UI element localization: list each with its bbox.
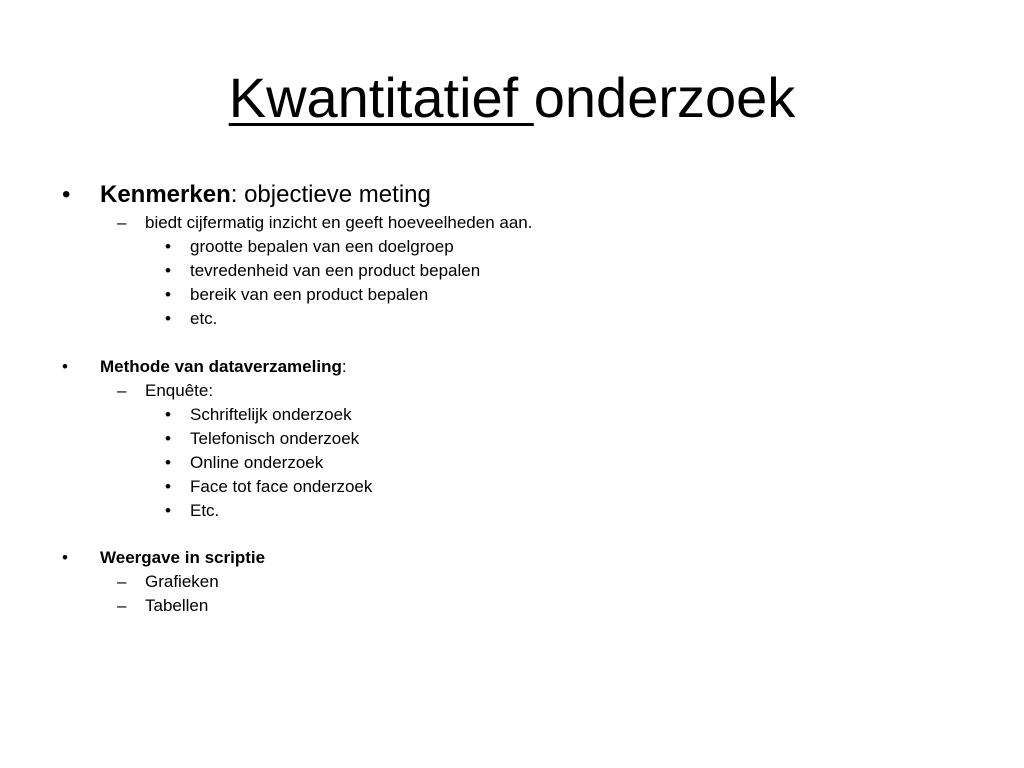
bullet-marker: •	[165, 453, 171, 472]
bullet-marker: •	[165, 429, 171, 448]
bullet-marker: •	[165, 237, 171, 256]
list-item: Telefonisch onderzoek	[190, 429, 360, 448]
bullet-marker: •	[165, 285, 171, 304]
dash-marker: –	[117, 381, 127, 400]
bullet-marker: •	[62, 357, 68, 376]
list-item: bereik van een product bepalen	[190, 285, 429, 304]
list-item: Schriftelijk onderzoek	[190, 405, 352, 424]
bullet-marker: •	[165, 405, 171, 424]
sub-item: Tabellen	[145, 596, 209, 615]
bullet-marker: •	[165, 501, 171, 520]
sub-item: Grafieken	[145, 572, 219, 591]
list-item: etc.	[190, 309, 218, 328]
title-underlined-part: Kwantitatief	[228, 66, 534, 129]
section-heading: Methode van dataverzameling	[100, 357, 342, 376]
section-heading: Kenmerken	[100, 181, 231, 208]
list-item: Online onderzoek	[190, 453, 324, 472]
section-heading-rest: : objectieve meting	[230, 181, 431, 208]
dash-marker: –	[117, 213, 127, 232]
bullet-marker: •	[165, 477, 171, 496]
sub-item: biedt cijfermatig inzicht en geeft hoeveelheden aan.	[145, 213, 533, 232]
section-weergave	[100, 547, 265, 569]
section-heading-rest: :	[341, 357, 347, 376]
list-item: grootte bepalen van een doelgroep	[190, 237, 454, 256]
list-item: Face tot face onderzoek	[190, 477, 373, 496]
list-item: tevredenheid van een product bepalen	[190, 261, 481, 280]
dash-marker: –	[117, 596, 127, 615]
list-item: Etc.	[190, 501, 220, 520]
sub-item: Enquête:	[145, 381, 214, 400]
bullet-marker: •	[62, 548, 68, 567]
section-heading: Weergave in scriptie	[100, 548, 266, 567]
bullet-marker: •	[165, 261, 171, 280]
section-methode	[100, 356, 347, 378]
bullet-marker: •	[165, 309, 171, 328]
dash-marker: –	[117, 572, 127, 591]
section-kenmerken	[100, 181, 431, 209]
title-rest: onderzoek	[533, 66, 796, 129]
bullet-marker: •	[62, 181, 71, 208]
